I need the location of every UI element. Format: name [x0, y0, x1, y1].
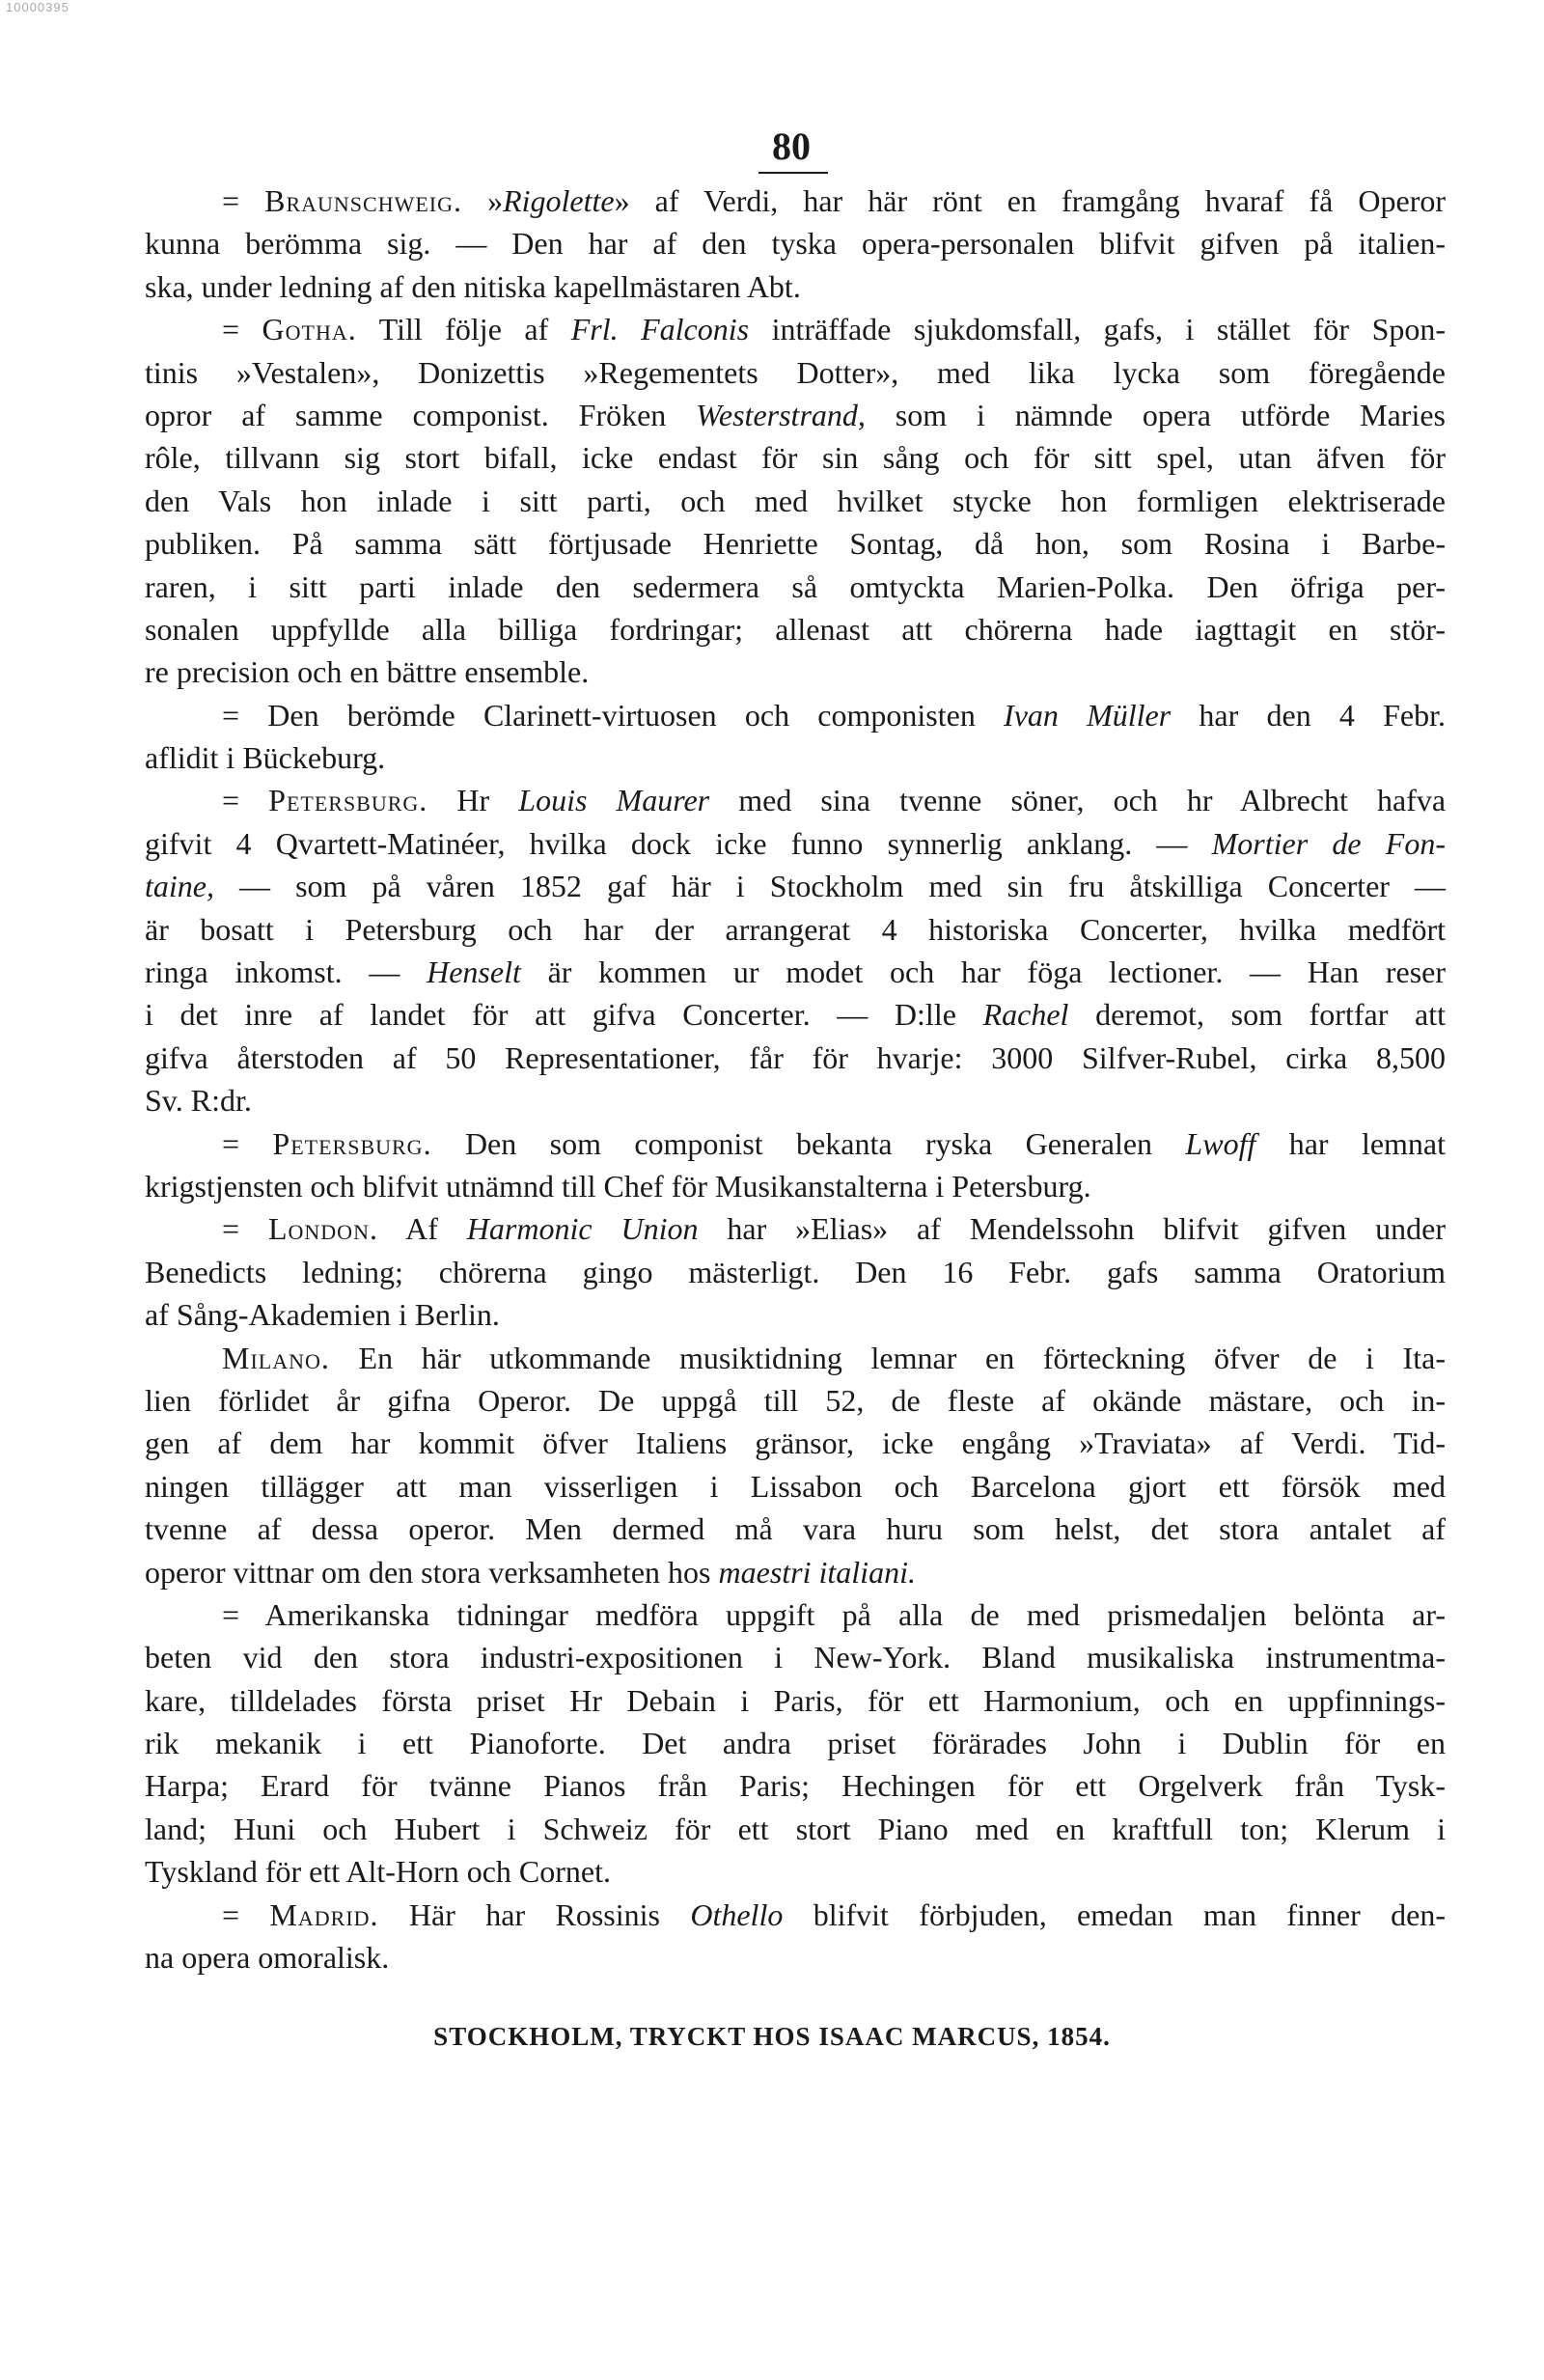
- text-run: gifva återstoden af 50 Representationer, får för hvarje: 3000 Silfver-Rubel, cirka 8,500: [145, 1039, 1446, 1075]
- text-line: [145, 694, 1446, 736]
- place-heading: Petersburg.: [268, 783, 428, 818]
- text-line: [145, 1936, 1446, 1979]
- italic-name: Harmonic Union: [466, 1211, 699, 1247]
- text-line: [145, 865, 1446, 907]
- place-heading: Petersburg.: [272, 1125, 432, 1161]
- place-heading: Braunschweig.: [264, 183, 463, 218]
- text-line: [145, 436, 1446, 479]
- text-run: i det inre af landet för att gifva Concerter. — D:lle: [145, 997, 983, 1033]
- place-heading: Milano.: [222, 1340, 330, 1375]
- text-run: aflidit i Bückeburg.: [145, 740, 386, 776]
- text-run: gen af dem har kommit öfver Italiens gränsor, icke engång »Traviata» af Verdi. Tid-: [145, 1425, 1446, 1461]
- text-line: [145, 1551, 1446, 1593]
- italic-name: maestri italiani.: [718, 1554, 916, 1590]
- text-run: är bosatt i Petersburg och har der arrangerat 4 historiska Concerter, hvilka medfört: [145, 911, 1446, 947]
- italic-name: Ivan Müller: [1004, 697, 1172, 733]
- page-stamp: 10000395: [6, 0, 69, 14]
- text-run: =: [222, 1211, 268, 1247]
- text-run: Hr: [427, 783, 519, 818]
- text-run: Benedicts ledning; chörerna gingo mästerligt. Den 16 Febr. gafs samma Oratorium: [145, 1254, 1446, 1289]
- text-line: [145, 608, 1446, 650]
- italic-name: Louis Maurer: [518, 783, 710, 818]
- italic-name: Rigolette: [503, 183, 615, 218]
- text-line: [145, 1894, 1446, 1936]
- text-run: na opera omoralisk.: [145, 1940, 390, 1976]
- text-line: [145, 1122, 1446, 1165]
- text-run: En här utkommande musiktidning lemnar en förteckning öfver de i Ita-: [329, 1340, 1446, 1375]
- text-run: land; Huni och Hubert i Schweiz för ett stort Piano med en kraftfull ton; Klerum i: [145, 1811, 1446, 1846]
- text-run: af Sång-Akademien i Berlin.: [145, 1297, 500, 1333]
- text-run: = Den berömde Clarinett-virtuosen och componisten: [222, 697, 1005, 733]
- text-line: [145, 394, 1446, 436]
- text-run: som i nämnde opera utförde Maries: [865, 397, 1446, 432]
- text-run: =: [222, 312, 262, 347]
- text-line: [145, 736, 1446, 779]
- text-line: [145, 908, 1446, 951]
- text-run: =: [222, 1896, 270, 1932]
- text-line: [145, 308, 1446, 350]
- text-run: deremot, som fortfar att: [1068, 997, 1447, 1033]
- text-run: re precision och en bättre ensemble.: [145, 654, 590, 690]
- text-run: publiken. På samma sätt förtjusade Henriette Sontag, då hon, som Rosina i Barbe-: [145, 526, 1446, 562]
- text-run: Sv. R:dr.: [145, 1083, 252, 1119]
- text-line: [145, 1593, 1446, 1636]
- italic-name: Othello: [690, 1896, 784, 1932]
- printer-imprint: STOCKHOLM, TRYCKT HOS ISAAC MARCUS, 1854.: [433, 2022, 1111, 2051]
- text-run: gifvit 4 Qvartett-Matinéer, hvilka dock icke funno synnerlig anklang. —: [145, 825, 1212, 861]
- italic-name: Rachel: [982, 997, 1069, 1033]
- text-line: [145, 779, 1446, 821]
- italic-name: Westerstrand,: [696, 397, 866, 432]
- text-run: beten vid den stora industri-expositionen i New-York. Bland musikaliska instrumentma-: [145, 1640, 1446, 1675]
- text-line: [145, 480, 1446, 522]
- text-line: [145, 1679, 1446, 1722]
- text-run: »: [462, 183, 504, 218]
- text-run: lien förlidet år gifna Operor. De uppgå till 52, de fleste af okände mästare, och in-: [145, 1382, 1446, 1418]
- page-number-rule: [758, 172, 828, 174]
- text-line: [145, 993, 1446, 1036]
- text-run: Harpa; Erard för tvänne Pianos från Paris; Hechingen för ett Orgelverk från Tysk-: [145, 1768, 1446, 1804]
- text-run: har den 4 Febr.: [1171, 697, 1447, 733]
- text-line: [145, 1636, 1446, 1678]
- text-line: [145, 1508, 1446, 1550]
- text-line: [145, 522, 1446, 565]
- text-run: raren, i sitt parti inlade den sedermera så omtyckta Marien-Polka. Den öfriga per-: [145, 568, 1446, 604]
- text-run: =: [222, 183, 265, 218]
- text-line: [145, 650, 1446, 693]
- body-text: [145, 180, 1446, 1979]
- text-run: Här har Rossinis: [378, 1896, 691, 1932]
- place-heading: Gotha.: [262, 312, 357, 347]
- text-line: [145, 1422, 1446, 1464]
- text-run: » af Verdi, har här rönt en framgång hvaraf få Operor: [614, 183, 1447, 218]
- text-run: =: [222, 1125, 273, 1161]
- text-run: den Vals hon inlade i sitt parti, och med hvilket stycke hon formligen elektriserade: [145, 483, 1446, 518]
- italic-name: Lwoff: [1185, 1125, 1256, 1161]
- text-line: [145, 1293, 1446, 1336]
- text-run: Af: [377, 1211, 467, 1247]
- italic-name: Henselt: [427, 955, 521, 990]
- place-heading: London.: [267, 1211, 378, 1247]
- text-line: [145, 1850, 1446, 1893]
- text-run: ningen tillägger att man visserligen i Lissabon och Barcelona gjort ett försök med: [145, 1468, 1446, 1504]
- text-run: Tyskland för ett Alt-Horn och Cornet.: [145, 1854, 611, 1890]
- italic-name: Frl. Falconis: [570, 312, 750, 347]
- text-run: har »Elias» af Mendelssohn blifvit gifven under: [698, 1211, 1447, 1247]
- text-run: =: [222, 783, 269, 818]
- text-line: [145, 822, 1446, 865]
- text-run: rik mekanik i ett Pianoforte. Det andra priset förärades John i Dublin för en: [145, 1726, 1446, 1761]
- text-line: [145, 265, 1446, 308]
- text-run: med sina tvenne söner, och hr Albrecht hafva: [709, 783, 1447, 818]
- text-run: — som på våren 1852 gaf här i Stockholm med sin fru åtskilliga Concerter —: [213, 869, 1446, 904]
- text-run: kare, tilldelades första priset Hr Debain i Paris, för ett Harmonium, och en uppfinnings-: [145, 1682, 1446, 1718]
- text-run: ska, under ledning af den nitiska kapellmästaren Abt.: [145, 268, 801, 304]
- text-run: opror af samme componist. Fröken: [145, 397, 697, 432]
- italic-name: Mortier de Fon-: [1211, 825, 1447, 861]
- text-line: [145, 1037, 1446, 1079]
- text-line: [145, 180, 1446, 222]
- text-line: [145, 1722, 1446, 1764]
- text-line: [145, 351, 1446, 394]
- place-heading: Madrid.: [269, 1896, 379, 1932]
- text-line: [145, 951, 1446, 993]
- text-run: kunna berömma sig. — Den har af den tyska opera-personalen blifvit gifven på italien-: [145, 226, 1446, 262]
- text-line: [145, 222, 1446, 264]
- text-run: sonalen uppfyllde alla billiga fordringar; allenast att chörerna hade iagttagit en stör-: [145, 611, 1446, 647]
- text-run: operor vittnar om den stora verksamheten hos: [145, 1554, 719, 1590]
- text-run: Till följe af: [356, 312, 571, 347]
- text-run: rôle, tillvann sig stort bifall, icke endast för sin sång och för sitt spel, utan äfven för: [145, 440, 1446, 476]
- text-line: [145, 1207, 1446, 1250]
- text-run: har lemnat: [1255, 1125, 1447, 1161]
- text-line: [145, 1165, 1446, 1207]
- italic-name: taine,: [145, 869, 214, 904]
- text-run: inträffade sjukdomsfall, gafs, i stället för Spon-: [749, 312, 1447, 347]
- text-line: [145, 1764, 1446, 1807]
- text-run: tinis »Vestalen», Donizettis »Regementets Dotter», med lika lycka som föregående: [145, 354, 1446, 390]
- text-line: [145, 1251, 1446, 1293]
- text-line: [145, 1808, 1446, 1850]
- text-line: [145, 1079, 1446, 1121]
- text-run: krigstjensten och blifvit utnämnd till Chef för Musikanstalterna i Petersburg.: [145, 1168, 1091, 1204]
- text-line: [145, 566, 1446, 608]
- text-run: tvenne af dessa operor. Men dermed må vara huru som helst, det stora antalet af: [145, 1511, 1446, 1547]
- text-line: [145, 1379, 1446, 1422]
- text-run: ringa inkomst. —: [145, 955, 427, 990]
- text-run: = Amerikanska tidningar medföra uppgift på alla de med prismedaljen belönta ar-: [222, 1596, 1446, 1632]
- text-line: [145, 1337, 1446, 1379]
- text-run: blifvit förbjuden, emedan man finner den-: [783, 1896, 1447, 1932]
- text-run: är kommen ur modet och har föga lectioner. — Han reser: [520, 955, 1447, 990]
- text-run: Den som componist bekanta ryska Generalen: [431, 1125, 1186, 1161]
- page-number: 80: [772, 125, 811, 168]
- text-line: [145, 1465, 1446, 1508]
